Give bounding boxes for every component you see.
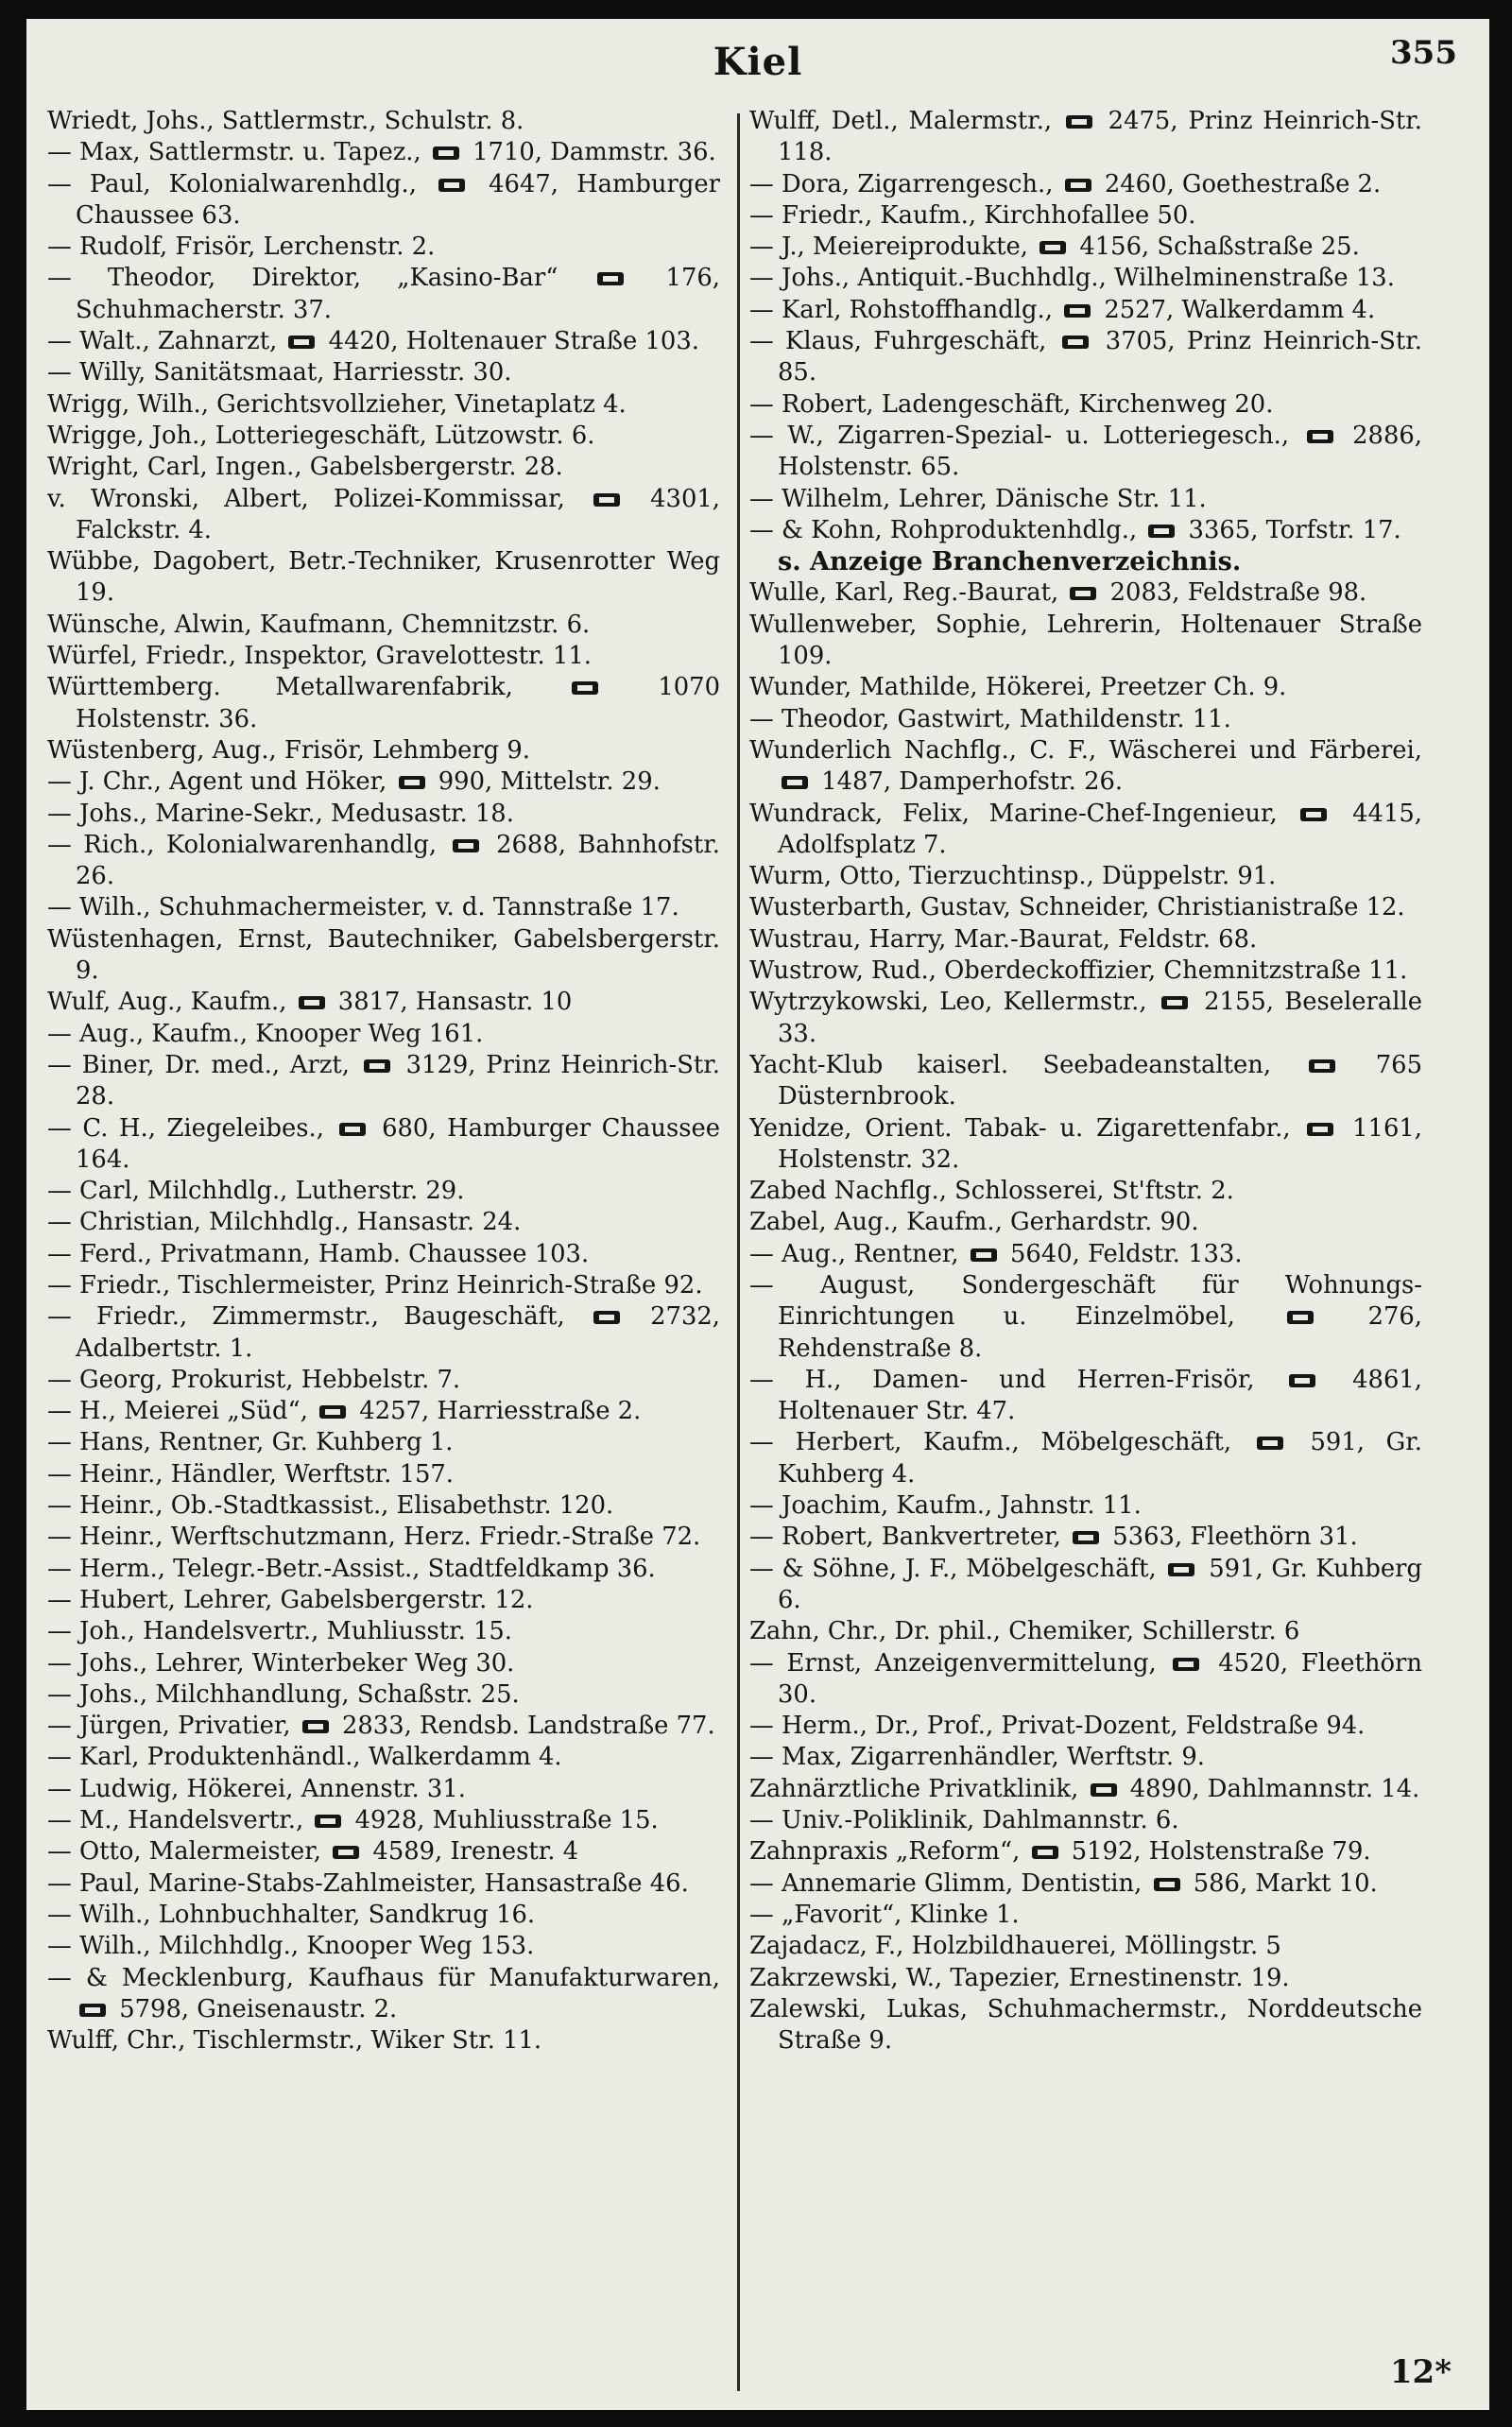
telephone-icon: [1309, 1059, 1335, 1073]
directory-entry: Wustrau, Harry, Mar.-Baurat, Feldstr. 68.: [749, 924, 1258, 954]
telephone-icon: [1065, 179, 1091, 192]
directory-entry: Zajadacz, F., Holzbildhauerei, Möllingstr. 5: [749, 1932, 1281, 1961]
directory-entry: — & Kohn, Rohproduktenhdlg., 3365, Torfstr. 17.: [749, 515, 1401, 544]
right-column: [749, 106, 1422, 2393]
directory-entry: Wundrack, Felix, Marine-Chef-Ingenieur, 4415, Adolfsplatz 7.: [749, 799, 1422, 859]
telephone-icon: [1062, 336, 1089, 349]
telephone-icon: [333, 1846, 359, 1859]
directory-entry: Wunder, Mathilde, Hökerei, Preetzer Ch. 9.: [749, 673, 1287, 702]
directory-entry: — Carl, Milchhdlg., Lutherstr. 29.: [47, 1177, 465, 1206]
telephone-icon: [1148, 525, 1175, 538]
directory-entry: — H., Meierei „Süd“, 4257, Harriesstraße 2.: [47, 1397, 642, 1426]
telephone-icon: [453, 839, 479, 852]
telephone-icon: [433, 146, 459, 160]
telephone-icon: [299, 996, 325, 1009]
signature-mark: 12*: [1389, 2353, 1452, 2391]
directory-entry: — Klaus, Fuhrgeschäft, 3705, Prinz Heinrich-Str. 85.: [749, 327, 1422, 387]
directory-entry: — Friedr., Zimmermstr., Baugeschäft, 2732, Adalbertstr. 1.: [47, 1302, 720, 1363]
directory-entry: — Ludwig, Hökerei, Annenstr. 31.: [47, 1774, 466, 1803]
page-sheet: [26, 19, 1489, 2410]
directory-entry: Wulle, Karl, Reg.-Baurat, 2083, Feldstraße 98.: [749, 578, 1367, 608]
directory-entry: — Hubert, Lehrer, Gabelsbergerstr. 12.: [47, 1585, 534, 1614]
telephone-icon: [1066, 115, 1092, 129]
directory-entry: — Heinr., Ob.-Stadtkassist., Elisabethstr. 120.: [47, 1491, 614, 1521]
directory-entry: — J., Meiereiprodukte, 4156, Schaßstraße 25.: [749, 232, 1360, 262]
directory-entry: — Karl, Produktenhändl., Walkerdamm 4.: [47, 1743, 562, 1772]
directory-entry: — Jürgen, Privatier, 2833, Rendsb. Landstraße 77.: [47, 1712, 715, 1741]
directory-entry: — Max, Zigarrenhändler, Werftstr. 9.: [749, 1743, 1205, 1772]
directory-entry: — Rich., Kolonialwarenhandlg, 2688, Bahnhofstr. 26.: [47, 830, 720, 891]
directory-entry: — Heinr., Werftschutzmann, Herz. Friedr.-Straße 72.: [47, 1523, 701, 1552]
directory-entry: Wurm, Otto, Tierzuchtinsp., Düppelstr. 91.: [749, 862, 1277, 891]
telephone-icon: [1287, 1311, 1314, 1324]
telephone-icon: [1300, 808, 1327, 821]
directory-entry: Zahn, Chr., Dr. phil., Chemiker, Schillerstr. 6: [749, 1617, 1300, 1646]
telephone-icon: [1070, 587, 1096, 600]
directory-entry: Wünsche, Alwin, Kaufmann, Chemnitzstr. 6.: [47, 610, 591, 639]
left-column: [47, 106, 720, 2393]
directory-entry: — Friedr., Tischlermeister, Prinz Heinrich-Straße 92.: [47, 1270, 703, 1300]
directory-entry: Zabed Nachflg., Schlosserei, St'ftstr. 2.: [749, 1177, 1234, 1206]
directory-entry: — Univ.-Poliklinik, Dahlmannstr. 6.: [749, 1806, 1179, 1835]
directory-entry: — Rudolf, Frisör, Lerchenstr. 2.: [47, 232, 436, 262]
directory-entry: — Wilhelm, Lehrer, Dänische Str. 11.: [749, 484, 1207, 513]
telephone-icon: [782, 776, 808, 789]
directory-entry: Wübbe, Dagobert, Betr.-Techniker, Krusenrotter Weg 19.: [47, 547, 720, 608]
directory-entry: Wriedt, Johs., Sattlermstr., Schulstr. 8.: [47, 107, 524, 135]
directory-entry: — Johs., Lehrer, Winterbeker Weg 30.: [47, 1648, 515, 1678]
telephone-icon: [1040, 241, 1066, 254]
directory-entry: — Heinr., Händler, Werftstr. 157.: [47, 1459, 455, 1489]
directory-entry: — Johs., Antiquit.-Buchhdlg., Wilhelminenstraße 13.: [749, 264, 1395, 293]
directory-entry: Wüstenberg, Aug., Frisör, Lehmberg 9.: [47, 735, 531, 765]
telephone-icon: [593, 1311, 620, 1324]
directory-entry: — Dora, Zigarrengesch., 2460, Goethestraße 2.: [749, 169, 1382, 198]
directory-entry: Württemberg. Metallwarenfabrik, 1070 Holstenstr. 36.: [47, 673, 720, 733]
directory-entry: — C. H., Ziegeleibes., 680, Hamburger Chaussee 164.: [47, 1113, 720, 1174]
telephone-icon: [1064, 304, 1091, 318]
directory-entry: — J. Chr., Agent und Höker, 990, Mittelstr. 29.: [47, 767, 661, 797]
directory-entry: — Wilh., Schuhmachermeister, v. d. Tannstraße 17.: [47, 893, 679, 922]
directory-entry: Zalewski, Lukas, Schuhmachermstr., Norddeutsche Straße 9.: [749, 1994, 1422, 2056]
telephone-icon: [971, 1248, 997, 1262]
directory-entry: — Willy, Sanitätsmaat, Harriesstr. 30.: [47, 358, 512, 387]
directory-entry: — August, Sondergeschäft für Wohnungs-Einrichtungen u. Einzelmöbel, 276, Rehdenstraße 8.: [749, 1270, 1422, 1363]
directory-entry: Wulff, Detl., Malermstr., 2475, Prinz Heinrich-Str. 118.: [749, 107, 1422, 167]
directory-entry: — Ernst, Anzeigenvermittelung, 4520, Fleethörn 30.: [749, 1648, 1422, 1709]
directory-entry: Wrigg, Wilh., Gerichtsvollzieher, Vinetaplatz 4.: [47, 389, 627, 419]
directory-entry: Zakrzewski, W., Tapezier, Ernestinenstr. 19.: [749, 1963, 1290, 1992]
telephone-icon: [1073, 1531, 1099, 1544]
telephone-icon: [593, 493, 620, 507]
directory-entry: — H., Damen- und Herren-Frisör, 4861, Holtenauer Str. 47.: [749, 1365, 1422, 1426]
directory-entry: — Aug., Kaufm., Knooper Weg 161.: [47, 1019, 484, 1048]
directory-entry: — & Mecklenburg, Kaufhaus für Manufakturwaren, 5798, Gneisenaustr. 2.: [47, 1963, 720, 2023]
directory-entry: v. Wronski, Albert, Polizei-Kommissar, 4301, Falckstr. 4.: [47, 484, 720, 544]
page-title: Kiel: [713, 40, 803, 84]
telephone-icon: [1307, 430, 1333, 443]
directory-entry: — Walt., Zahnarzt, 4420, Holtenauer Straße 103.: [47, 327, 699, 356]
directory-entry: — & Söhne, J. F., Möbelgeschäft, 591, Gr. Kuhberg 6.: [749, 1554, 1422, 1614]
telephone-icon: [399, 776, 425, 789]
directory-entry: — Joh., Handelsvertr., Muhliusstr. 15.: [47, 1617, 513, 1646]
telephone-icon: [1289, 1374, 1315, 1387]
directory-entry: — M., Handelsvertr., 4928, Muhliusstraße 15.: [47, 1806, 659, 1835]
telephone-icon: [319, 1405, 346, 1419]
telephone-icon: [1257, 1437, 1283, 1450]
directory-entry: — Christian, Milchhdlg., Hansastr. 24.: [47, 1208, 522, 1237]
directory-entry: Wright, Carl, Ingen., Gabelsbergerstr. 28.: [47, 453, 563, 482]
telephone-icon: [315, 1815, 341, 1828]
telephone-icon: [438, 179, 465, 192]
directory-entry: Wytrzykowski, Leo, Kellermstr., 2155, Beseleralle 33.: [749, 988, 1422, 1048]
directory-entry: Wullenweber, Sophie, Lehrerin, Holtenauer Straße 109.: [749, 610, 1422, 671]
directory-entry: — Biner, Dr. med., Arzt, 3129, Prinz Heinrich-Str. 28.: [47, 1050, 720, 1111]
directory-entry: Würfel, Friedr., Inspektor, Gravelottestr. 11.: [47, 642, 592, 671]
directory-entry: Zahnärztliche Privatklinik, 4890, Dahlmannstr. 14.: [749, 1774, 1420, 1803]
directory-entry: — Annemarie Glimm, Dentistin, 586, Markt 10.: [749, 1868, 1378, 1898]
directory-entry: — Johs., Milchhandlung, Schaßstr. 25.: [47, 1679, 520, 1709]
directory-entry: — Herm., Telegr.-Betr.-Assist., Stadtfeldkamp 36.: [47, 1554, 656, 1583]
telephone-icon: [364, 1059, 390, 1073]
telephone-icon: [1161, 996, 1188, 1009]
directory-entry: — Ferd., Privatmann, Hamb. Chaussee 103.: [47, 1239, 590, 1268]
directory-entry: — Theodor, Direktor, „Kasino-Bar“ 176, Schuhmacherstr. 37.: [47, 264, 720, 324]
directory-entry: — Paul, Marine-Stabs-Zahlmeister, Hansastraße 46.: [47, 1868, 689, 1898]
directory-entry: — Herbert, Kaufm., Möbelgeschäft, 591, Gr. Kuhberg 4.: [749, 1428, 1422, 1489]
telephone-icon: [1307, 1123, 1333, 1136]
telephone-icon: [1032, 1846, 1058, 1859]
directory-entry: — Wilh., Milchhdlg., Knooper Weg 153.: [47, 1932, 535, 1961]
directory-entry: — Max, Sattlermstr. u. Tapez., 1710, Dammstr. 36.: [47, 138, 716, 167]
directory-entry: — Robert, Bankvertreter, 5363, Fleethörn 31.: [749, 1523, 1358, 1552]
page-number: 355: [1390, 34, 1457, 72]
directory-entry: Zahnpraxis „Reform“, 5192, Holstenstraße 79.: [749, 1837, 1371, 1867]
telephone-icon: [302, 1720, 329, 1733]
directory-entry: s. Anzeige Branchenverzeichnis.: [778, 547, 1242, 577]
directory-entry: Wusterbarth, Gustav, Schneider, Christianistraße 12.: [749, 893, 1405, 922]
telephone-icon: [1168, 1563, 1194, 1576]
directory-entry: Wunderlich Nachflg., C. F., Wäscherei und Färberei, 1487, Damperhofstr. 26.: [749, 735, 1422, 797]
directory-entry: — Georg, Prokurist, Hebbelstr. 7.: [47, 1365, 461, 1394]
directory-entry: — Joachim, Kaufm., Jahnstr. 11.: [749, 1491, 1142, 1521]
directory-entry: Wüstenhagen, Ernst, Bautechniker, Gabelsbergerstr. 9.: [47, 924, 720, 986]
directory-entry: — W., Zigarren-Spezial- u. Lotteriegesch., 2886, Holstenstr. 65.: [749, 421, 1422, 482]
directory-entry: Wrigge, Joh., Lotteriegeschäft, Lützowstr. 6.: [47, 421, 595, 450]
telephone-icon: [1173, 1658, 1199, 1671]
directory-entry: — Otto, Malermeister, 4589, Irenestr. 4: [47, 1837, 579, 1867]
directory-entry: — Hans, Rentner, Gr. Kuhberg 1.: [47, 1428, 454, 1457]
directory-entry: — Theodor, Gastwirt, Mathildenstr. 11.: [749, 704, 1231, 733]
telephone-icon: [339, 1123, 366, 1136]
directory-entry: Wulf, Aug., Kaufm., 3817, Hansastr. 10: [47, 988, 573, 1017]
directory-entry: Zabel, Aug., Kaufm., Gerhardstr. 90.: [749, 1208, 1199, 1237]
directory-entry: — „Favorit“, Klinke 1.: [749, 1900, 1020, 1929]
directory-entry: Wustrow, Rud., Oberdeckoffizier, Chemnitzstraße 11.: [749, 956, 1408, 986]
directory-entry: Wulff, Chr., Tischlermstr., Wiker Str. 11.: [47, 2026, 542, 2056]
directory-entry: — Aug., Rentner, 5640, Feldstr. 133.: [749, 1239, 1243, 1268]
directory-entry: Yenidze, Orient. Tabak- u. Zigarettenfabr., 1161, Holstenstr. 32.: [749, 1113, 1422, 1174]
telephone-icon: [1154, 1878, 1180, 1891]
directory-entry: — Karl, Rohstoffhandlg., 2527, Walkerdamm 4.: [749, 295, 1376, 324]
directory-entry: — Herm., Dr., Prof., Privat-Dozent, Feldstraße 94.: [749, 1712, 1366, 1741]
directory-entry: — Wilh., Lohnbuchhalter, Sandkrug 16.: [47, 1900, 536, 1929]
telephone-icon: [1091, 1783, 1117, 1797]
directory-entry: — Friedr., Kaufm., Kirchhofallee 50.: [749, 200, 1196, 230]
telephone-icon: [597, 272, 624, 285]
telephone-icon: [288, 336, 315, 349]
directory-entry: Yacht-Klub kaiserl. Seebadeanstalten, 765 Düsternbrook.: [749, 1050, 1422, 1111]
directory-entry: — Robert, Ladengeschäft, Kirchenweg 20.: [749, 389, 1274, 419]
directory-entry: — Johs., Marine-Sekr., Medusastr. 18.: [47, 799, 514, 828]
telephone-icon: [79, 2004, 106, 2017]
telephone-icon: [572, 681, 598, 695]
column-divider: [737, 113, 740, 2391]
directory-entry: — Paul, Kolonialwarenhdlg., 4647, Hamburger Chaussee 63.: [47, 169, 720, 230]
